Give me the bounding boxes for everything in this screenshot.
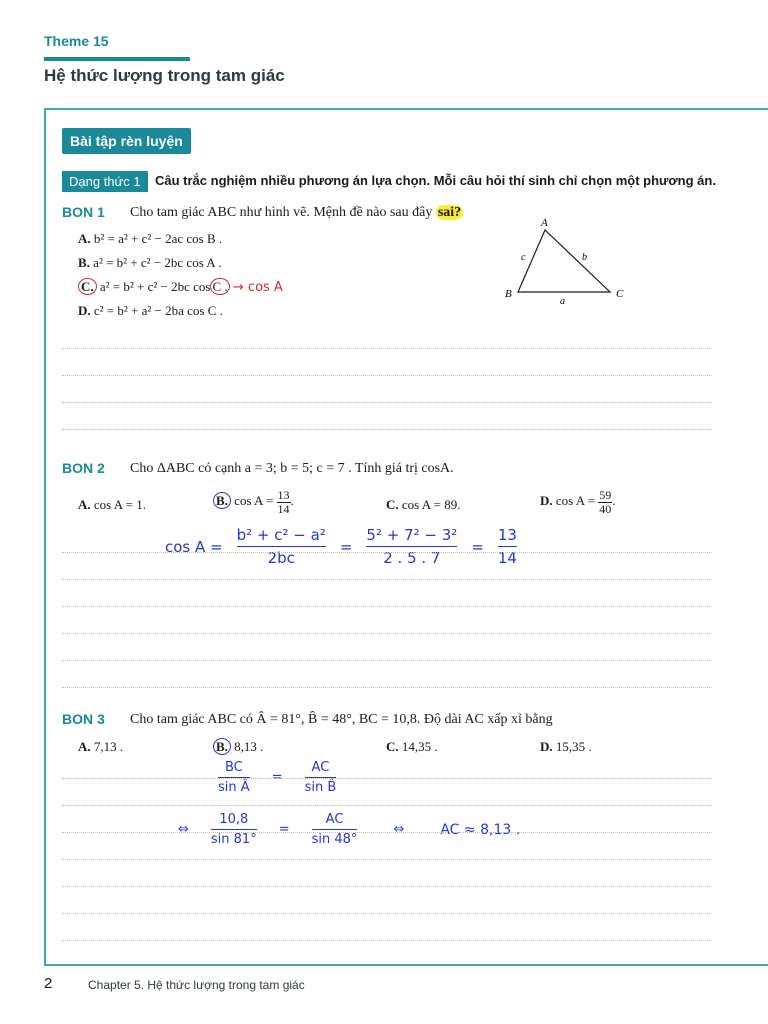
- q2-handwritten-solution: cos A = $\frac{\text{b² + c² − a²}}{2bc}$ = $\frac{\text{5² + 7² − 3²}}{2 . 5 . 7}$ = $\frac{13}{14}$: [165, 526, 517, 567]
- answer-line: [62, 579, 712, 580]
- q3-handwritten-ratio-2: ⇔ $\frac{10,8}{\sin 81^\circ}$ = $\frac{AC}{\sin 48^\circ}$ ⇔ AC ≈ 8,13 .: [178, 812, 521, 847]
- answer-line: [62, 859, 712, 860]
- q1-option-b: B. a² = b² + c² − 2bc cos A .: [78, 255, 222, 270]
- side-b: b: [582, 252, 587, 263]
- answer-line: [62, 913, 712, 914]
- answer-circle-b: B.: [213, 492, 231, 509]
- q3-option-b: B. 8,13 .: [213, 739, 263, 755]
- q1-option-c: C. a² = b² + c² − 2bc cos C . → cos A: [78, 279, 283, 295]
- answer-line: [62, 805, 712, 806]
- answer-line: [62, 552, 712, 553]
- q3-option-d: D. 15,35 .: [540, 739, 592, 754]
- q3-option-c: C. 14,35 .: [386, 739, 438, 754]
- highlight-sai: sai?: [437, 205, 462, 220]
- answer-line: [62, 940, 712, 941]
- answer-circle-b: B.: [213, 738, 231, 755]
- page-title: Hệ thức lượng trong tam giác: [44, 66, 285, 85]
- answer-line: [62, 375, 712, 376]
- q1-option-d: D. c² = b² + a² − 2ba cos C .: [78, 303, 223, 318]
- answer-line: [62, 778, 712, 779]
- question-2-text: Cho ΔABC có cạnh a = 3; b = 5; c = 7 . Tính giá trị cosA.: [130, 461, 454, 476]
- q2-option-d: D. cos A = $\frac{59}{40}$ .: [540, 488, 616, 516]
- answer-line: [62, 832, 712, 833]
- theme-label: Theme 15: [44, 33, 109, 49]
- q2-option-c: C. cos A = 89.: [386, 497, 461, 512]
- q1-option-a: A. b² = a² + c² − 2ac cos B .: [78, 231, 223, 246]
- theme-underline: [44, 57, 190, 61]
- vertex-a: A: [541, 217, 548, 229]
- q3-option-a: A. 7,13 .: [78, 739, 124, 754]
- triangle-abc: [518, 230, 610, 292]
- question-1-text: [130, 205, 463, 221]
- vertex-b: B: [505, 288, 512, 300]
- answer-line: [62, 606, 712, 607]
- answer-circle-c: C.: [78, 278, 97, 295]
- question-3-label: BON 3: [62, 711, 105, 727]
- section-badge: Bài tập rèn luyện: [62, 128, 191, 154]
- q3-handwritten-ratio-1: $\frac{BC}{\text{sin Â}}$ = $\frac{AC}{\text{sin B̂}}$: [218, 760, 337, 795]
- answer-line: [62, 660, 712, 661]
- circled-c: C .: [212, 279, 228, 294]
- answer-line: [62, 633, 712, 634]
- q2-option-b: B. cos A = $\frac{13}{14}$ .: [213, 489, 294, 515]
- question-2-label: BON 2: [62, 460, 105, 476]
- side-a: a: [560, 296, 565, 307]
- answer-line: [62, 429, 712, 430]
- question-1-label: BON 1: [62, 204, 105, 220]
- answer-line: [62, 886, 712, 887]
- side-c: c: [521, 252, 526, 263]
- footer-chapter: Chapter 5. Hệ thức lượng trong tam giác: [88, 978, 305, 992]
- answer-line: [62, 348, 712, 349]
- answer-line: [62, 687, 712, 688]
- question-1-stem: Cho tam giác ABC như hình vẽ. Mệnh đề nào sau đây: [130, 205, 433, 220]
- answer-line: [62, 402, 712, 403]
- page-number: 2: [44, 975, 53, 992]
- q2-option-a: A. cos A = 1.: [78, 497, 147, 512]
- question-3-text: Cho tam giác ABC có Â = 81°, B̂ = 48°, BC = 10,8. Độ dài AC xấp xỉ bằng: [130, 712, 553, 727]
- correction-annotation: → cos A: [232, 280, 283, 295]
- dang-thuc-text: Câu trắc nghiệm nhiều phương án lựa chọn. Mỗi câu hỏi thí sinh chỉ chọn một phương án.: [155, 173, 716, 188]
- vertex-c: C: [616, 288, 624, 300]
- triangle-figure: [500, 212, 640, 312]
- dang-thuc-label: Dạng thức 1: [62, 171, 148, 192]
